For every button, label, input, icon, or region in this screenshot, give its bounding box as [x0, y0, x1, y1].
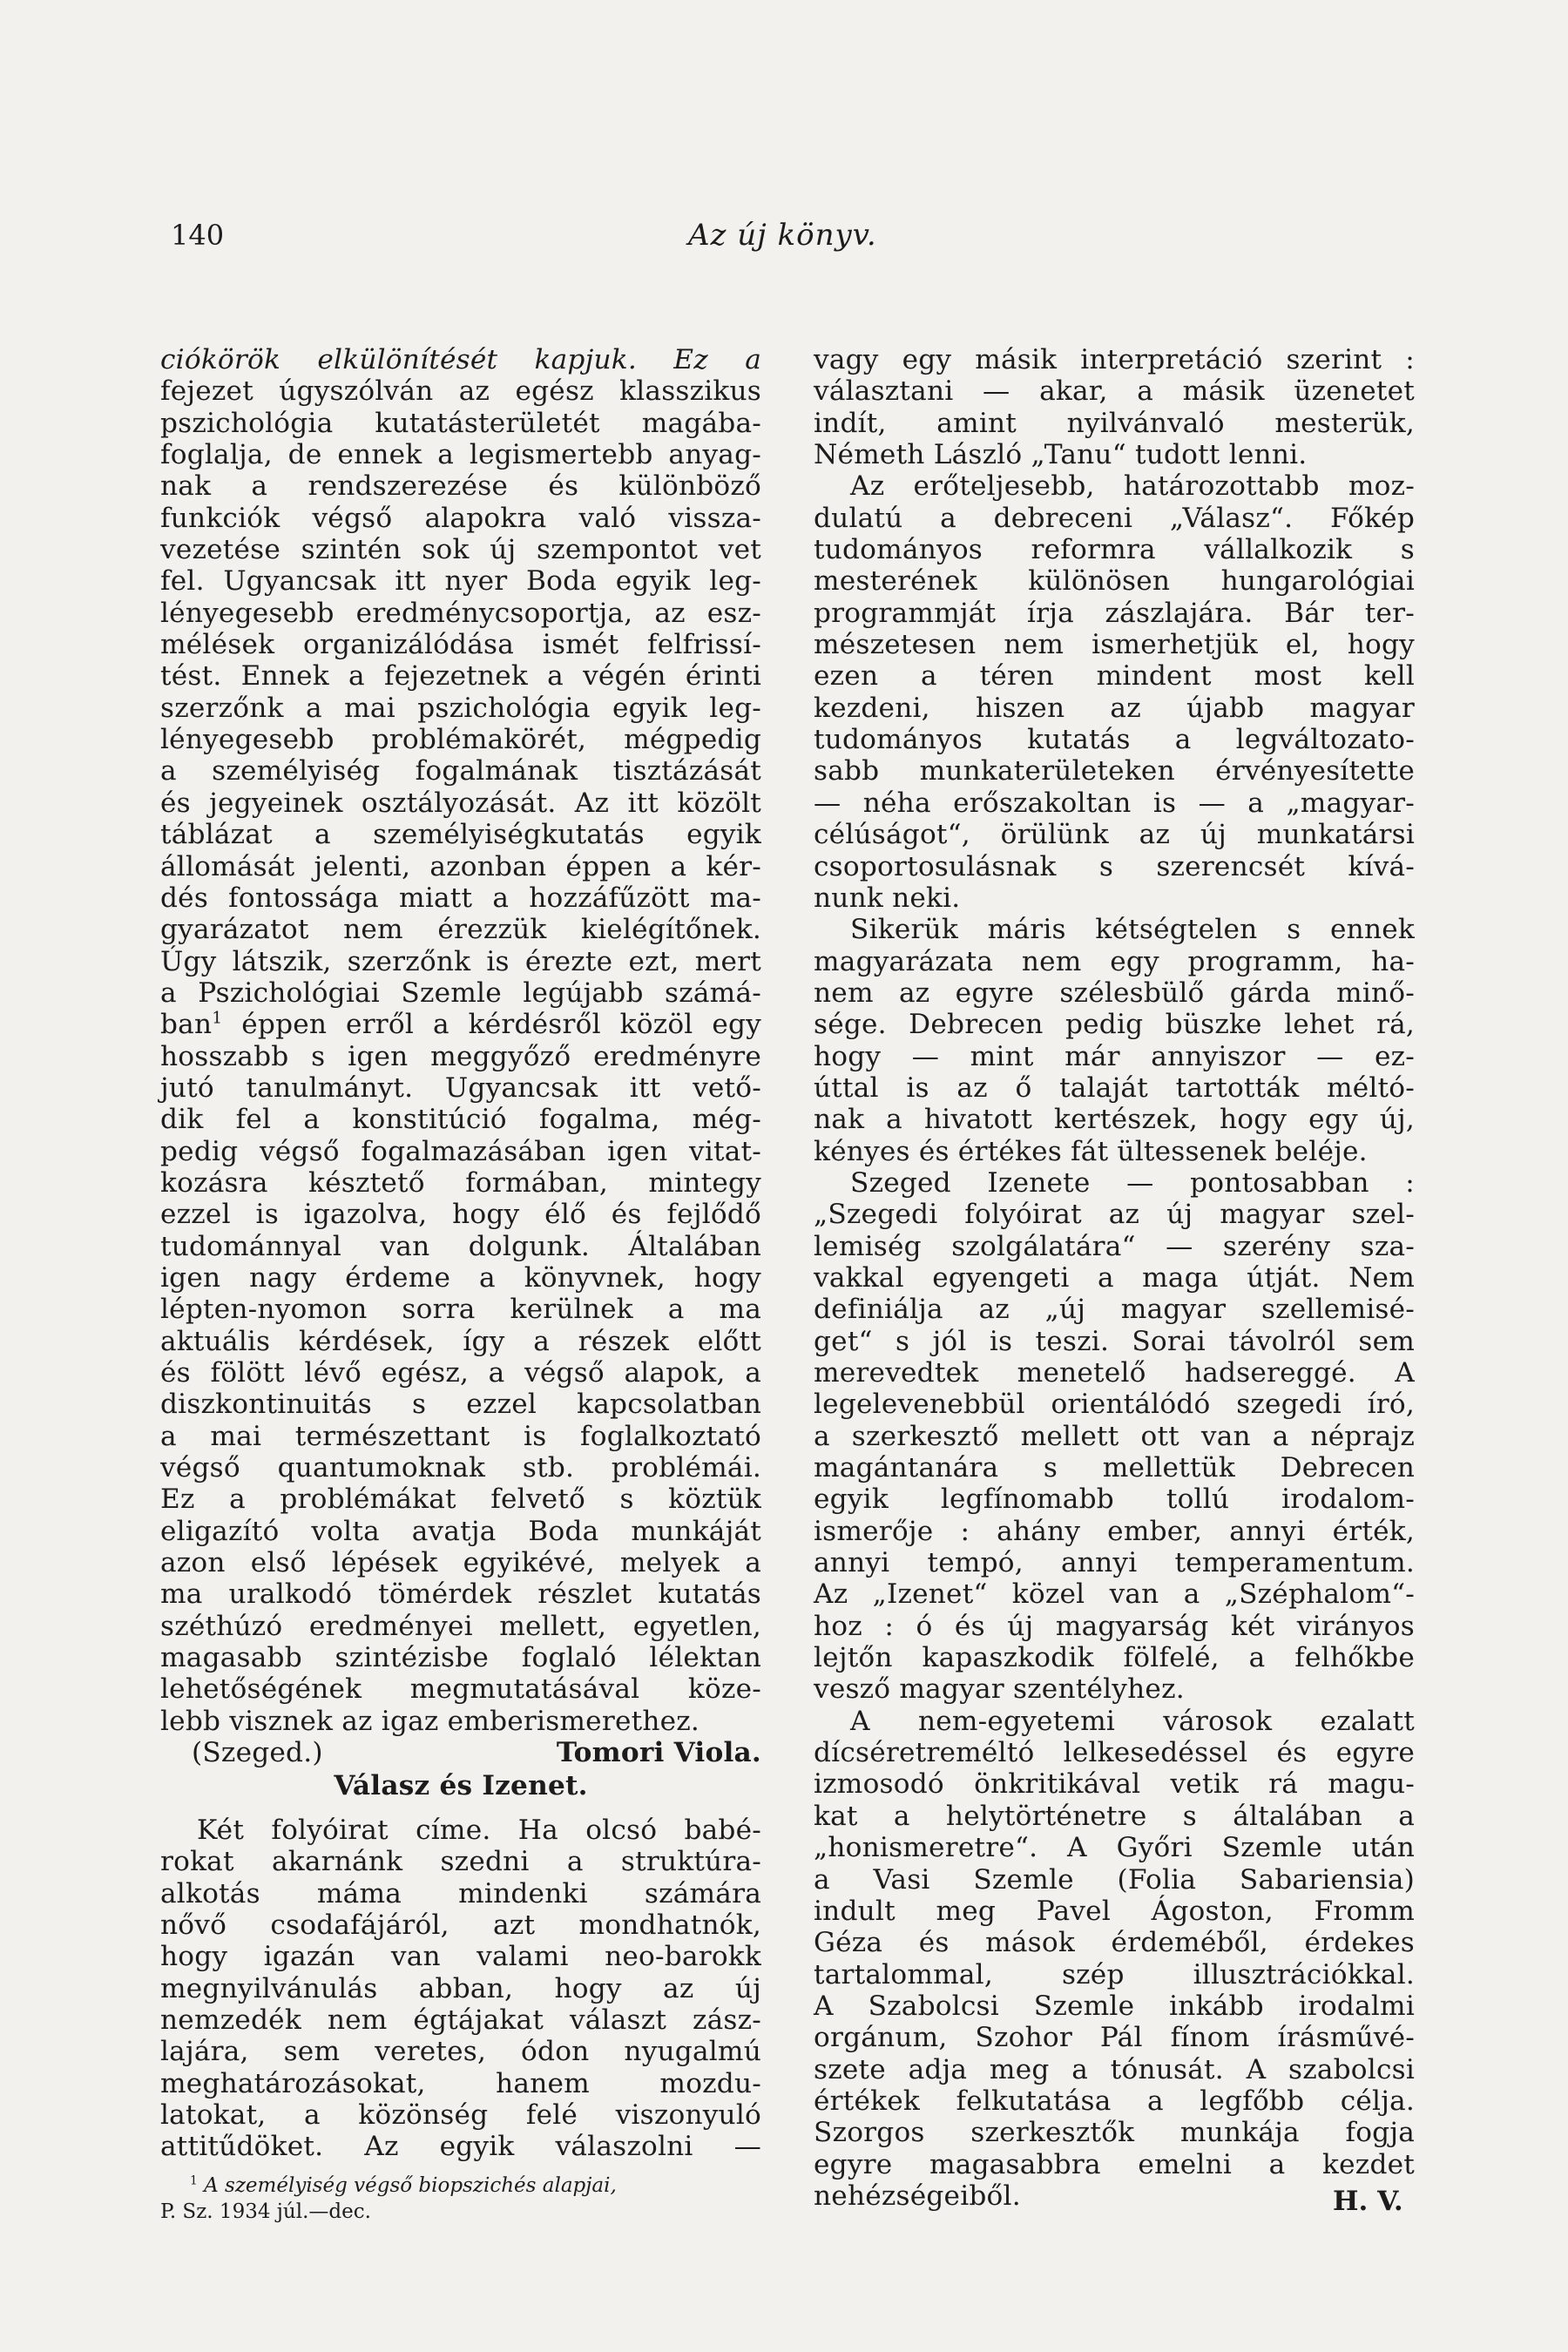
text-line: magasabb szintézisbe foglaló lélektan: [160, 1642, 761, 1674]
text-line: diszkontinuitás s ezzel kapcsolatban: [160, 1389, 761, 1421]
text-line: tudománnyal van dolgunk. Általában: [160, 1230, 761, 1262]
text-line: nak a hivatott kertészek, hogy egy új,: [814, 1104, 1415, 1136]
text-line: lehetőségének megmutatásával köze-: [160, 1673, 761, 1706]
text-line: kényes és értékes fát ültessenek beléje.: [814, 1135, 1368, 1167]
text-line: szerzőnk a mai pszichológia egyik leg-: [160, 692, 761, 724]
text-line: latokat, a közönség felé viszonyuló: [160, 2099, 761, 2131]
text-line: pszichológia kutatásterületét magába-: [160, 407, 761, 439]
text-line: Az „Izenet“ közel van a „Széphalom“-: [814, 1578, 1415, 1611]
text-line: nem az egyre szélesbülő gárda minő-: [814, 977, 1415, 1009]
text-line: indult meg Pavel Ágoston, Fromm: [814, 1895, 1415, 1927]
left-column: [160, 344, 761, 2163]
text-line: nővő csodafájáról, azt mondhatnók,: [160, 1909, 761, 1941]
text-line: lemiség szolgálatára“ — szerény sza-: [814, 1230, 1415, 1262]
text-line: lépten-nyomon sorra kerülnek a ma: [160, 1294, 761, 1326]
text-line: magyarázata nem egy programm, ha-: [814, 945, 1415, 977]
text-line: A nem-egyetemi városok ezalatt: [850, 1705, 1415, 1737]
review-signature: [160, 1737, 761, 1768]
text-line: tést. Ennek a fejezetnek a végén érinti: [160, 660, 761, 693]
text-line: ezen a téren mindent most kell: [814, 660, 1415, 693]
text-line: lényegesebb eredménycsoportja, az esz-: [160, 597, 761, 629]
text-line: kozásra késztető formában, mintegy: [160, 1166, 761, 1199]
text-line: annyi tempó, annyi temperamentum.: [814, 1547, 1415, 1579]
paragraph-boda-review: [160, 344, 761, 1737]
text-line: mészetesen nem ismerhetjük el, hogy: [814, 629, 1415, 661]
text-line: — néha erőszakoltan is — a „magyar-: [814, 787, 1415, 819]
text-line: dulatú a debreceni „Válasz“. Főkép: [814, 502, 1415, 534]
text-line: vezetése szintén sok új szempontot vet: [160, 534, 761, 566]
text-line: alkotás mámа mindenki számára: [160, 1877, 761, 1909]
text-line: „honismeretre“. A Győri Szemle után: [814, 1832, 1415, 1864]
text-line: Szeged Izenete — pontosabban :: [850, 1166, 1415, 1199]
text-line: a mai természettant is foglalkoztató: [160, 1420, 761, 1452]
text-line: definiálja az „új magyar szellemisé-: [814, 1294, 1415, 1326]
text-line: vagy egy másik interpretáció szerint :: [814, 344, 1415, 375]
text-line: jutó tanulmányt. Ugyancsak itt vető-: [160, 1071, 761, 1104]
text-line: ismerője : ahány ember, annyi érték,: [814, 1515, 1415, 1547]
text-line: Géza és mások érdeméből, érdekes: [814, 1927, 1415, 1959]
text-line: nehézségeiből.: [814, 2180, 1021, 2212]
text-line: Ez a problémákat felvető s köztük: [160, 1484, 761, 1516]
text-line: csoportosulásnak s szerencsét kívá-: [814, 850, 1415, 882]
text-line: megnyilvánulás abban, hogy az új: [160, 1972, 761, 2004]
text-line: tudományos kutatás a legváltozato-: [814, 724, 1415, 756]
text-line: legelevenebbül orientálódó szegedi író,: [814, 1389, 1415, 1421]
text-line: azon első lépések egyikévé, melyek a: [160, 1547, 761, 1579]
text-line: lebb visznek az igaz emberismerethez.: [160, 1705, 700, 1737]
text-line: ma uralkodó tömérdek részlet kutatás: [160, 1578, 761, 1611]
paragraph-regional-journals: [814, 1706, 1415, 2213]
text-line: gyarázatot nem érezzük kielégítőnek.: [160, 914, 761, 946]
text-line: programmját írja zászlajára. Bár ter-: [814, 597, 1415, 629]
text-line: igen nagy érdeme a könyvnek, hogy: [160, 1261, 761, 1294]
footnote: [160, 2173, 761, 2225]
text-line: hogy igazán van valami neo-barokk: [160, 1941, 761, 1973]
text-line: indít, amint nyilvánvaló mesterük,: [814, 407, 1415, 439]
text-line: lejtőn kapaszkodik fölfelé, a felhőkbe: [814, 1642, 1415, 1674]
text-line: izmosodó önkritikával vetik rá magu-: [814, 1768, 1415, 1801]
signature-place: (Szeged.): [192, 1737, 323, 1769]
text-line: nemzedék nem égtájakat választ zász-: [160, 2004, 761, 2036]
section-title: Válasz és Izenet.: [334, 1770, 588, 1802]
paragraph-continuation: [814, 344, 1415, 470]
text-line: és jegyeinek osztályozását. Az itt közölt: [160, 787, 761, 819]
text-line: lajára, sem veretes, ódon nyugalmú: [160, 2036, 761, 2068]
text-line: a személyiség fogalmának tisztázását: [160, 755, 761, 787]
paragraph-valasz-izenet-intro: [160, 1815, 761, 2163]
text-line: a Vasi Szemle (Folia Sabariensia): [814, 1863, 1415, 1896]
text-line: nunk neki.: [814, 882, 961, 914]
text-line: dés fontossága miatt a hozzáfűzött ma-: [160, 882, 761, 914]
text-line: állomását jelenti, azonban éppen a kér-: [160, 850, 761, 882]
text-line: fel. Ugyancsak itt nyer Boda egyik leg-: [160, 565, 761, 598]
text-line: célúságot“, örülünk az új munkatársi: [814, 819, 1415, 851]
text-line: ezzel is igazolva, hogy élő és fejlődő: [160, 1199, 761, 1231]
signature-author: Tomori Viola.: [556, 1737, 761, 1769]
text-line: és fölött lévő egész, a végső alapok, a: [160, 1357, 761, 1389]
author-initials: H. V.: [1333, 2186, 1403, 2217]
text-line: foglalja, de ennek a legismertebb anyag-: [160, 439, 761, 471]
text-line: mesterének különösen hungarológiai: [814, 565, 1415, 598]
text-line: nak a rendszerezése és különböző: [160, 470, 761, 503]
text-line: sége. Debrecen pedig büszke lehet rá,: [814, 1009, 1415, 1041]
text-line: úttal is az ő talaját tartották méltó-: [814, 1071, 1415, 1104]
text-line: hosszabb s igen meggyőző eredményre: [160, 1040, 761, 1072]
text-line: Két folyóirat címe. Ha olcsó babé-: [197, 1814, 761, 1846]
text-line: magántanára s mellettük Debrecen: [814, 1452, 1415, 1484]
text-line: táblázat a személyiségkutatás egyik: [160, 819, 761, 851]
text-line: Szorgos szerkesztők munkája fogja: [814, 2117, 1415, 2149]
page-number: 140: [171, 219, 225, 252]
text-line: tartalommal, szép illusztrációkkal.: [814, 1958, 1415, 1990]
text-line: fejezet úgyszólván az egész klasszikus: [160, 375, 761, 408]
text-line: hogy — mint már annyiszor — ez-: [814, 1040, 1415, 1072]
text-line: a szerkesztő mellett ott van a néprajz: [814, 1420, 1415, 1452]
text-line: aktuális kérdések, így a részek előtt: [160, 1325, 761, 1357]
footnote-source: P. Sz. 1934 júl.—dec.: [160, 2200, 371, 2223]
text-line: széthúzó eredményei mellett, egyetlen,: [160, 1610, 761, 1642]
text-line: hoz : ó és új magyarság két virányos: [814, 1610, 1415, 1642]
text-line: eligazító volta avatja Boda munkáját: [160, 1515, 761, 1547]
text-line: lényegesebb problémakörét, mégpedig: [160, 724, 761, 756]
text-line: meghatározásokat, hanem mozdu-: [160, 2067, 761, 2099]
text-line: attitűdöket. Az egyik válaszolni —: [160, 2131, 761, 2163]
text-line: választani — akar, a másik üzenetet: [814, 375, 1415, 408]
text-line: a Pszichológiai Szemle legújabb számá-: [160, 977, 761, 1009]
text-line: Az erőteljesebb, határozottabb moz-: [850, 470, 1415, 503]
text-line: kat a helytörténetre s általában a: [814, 1800, 1415, 1832]
text-line: tudományos reformra vállalkozik s: [814, 534, 1415, 566]
text-line: ban$^1$ éppen erről a kérdésről közöl egy: [160, 1009, 761, 1041]
text-line: mélések organizálódása ismét felfrissí-: [160, 629, 761, 661]
footnote-title: A személyiség végső biopszichés alapjai,: [204, 2174, 617, 2197]
footnote-line: [160, 2173, 761, 2199]
text-line: dik fel a konstitúció fogalma, még-: [160, 1104, 761, 1136]
text-line: értékek felkutatása a legfőbb célja.: [814, 2085, 1415, 2117]
paragraph-valasz: [814, 470, 1415, 914]
text-line: get“ s jól is teszi. Sorai távolról sem: [814, 1325, 1415, 1357]
footnote-reference: 1: [212, 1009, 223, 1028]
text-line: pedig végső fogalmazásában igen vitat-: [160, 1135, 761, 1167]
text-line: végső quantumoknak stb. problémái.: [160, 1452, 761, 1484]
text-line: vesző magyar szentélyhez.: [814, 1673, 1185, 1706]
text-line: Úgy látszik, szerzőnk is érezte ezt, mert: [160, 945, 761, 977]
text-line: kezdeni, hiszen az újabb magyar: [814, 692, 1415, 724]
text-line: „Szegedi folyóirat az új magyar szel-: [814, 1199, 1415, 1231]
text-line: vakkal egyengeti a maga útját. Nem: [814, 1261, 1415, 1294]
paragraph-izenet: [814, 1167, 1415, 1706]
text-line: sabb munkaterületeken érvényesítette: [814, 755, 1415, 787]
text-line: szete adja meg a tónusát. A szabolcsi: [814, 2053, 1415, 2085]
text-line: egyre magasabbra emelni a kezdet: [814, 2148, 1415, 2180]
right-column: [814, 344, 1415, 2212]
text-line: funkciók végső alapokra való vissza-: [160, 502, 761, 534]
paragraph-sikeruk: [814, 914, 1415, 1167]
text-line: rokat akarnánk szedni a struktúra-: [160, 1846, 761, 1878]
text-line: orgánum, Szohor Pál fínom írásművé-: [814, 2022, 1415, 2054]
text-line: Németh László „Tanu“ tudott lenni.: [814, 439, 1308, 471]
footnote-mark: 1: [190, 2173, 198, 2188]
text-line: egyik legfínomabb tollú irodalom-: [814, 1484, 1415, 1516]
text-line: dícséretreméltó lelkesedéssel és egyre: [814, 1737, 1415, 1769]
running-title: Az új könyv.: [688, 218, 877, 253]
text-line: Sikerük máris kétségtelen s ennek: [850, 914, 1415, 946]
text-line: A Szabolcsi Szemle inkább irodalmi: [814, 1990, 1415, 2022]
text-line: merevedtek menetelő hadsereggé. A: [814, 1357, 1415, 1389]
text-line: ciókörök elkülönítését kapjuk. Ez a: [160, 344, 761, 375]
